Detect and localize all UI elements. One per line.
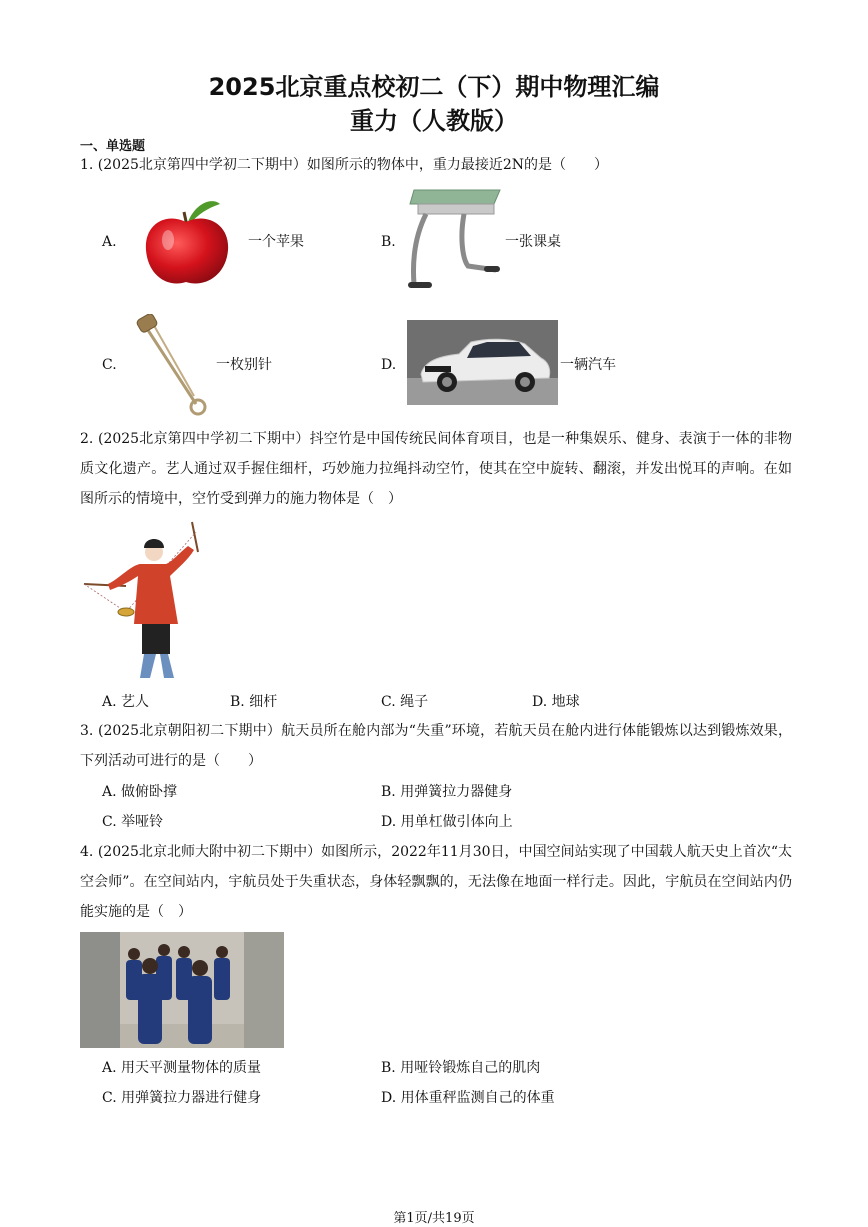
q2-option-a: A. 艺人 [102, 694, 150, 710]
page-footer: 第1页/共19页 [393, 1211, 475, 1226]
q3-option-c: C. 举哑铃 [102, 814, 164, 830]
q3-option-d: D. 用单杠做引体向上 [381, 814, 513, 830]
q1-option-a-letter: A. [102, 234, 117, 250]
diabolo-performer-icon [80, 520, 204, 683]
apple-icon [132, 192, 240, 290]
q4-option-c: C. 用弹簧拉力器进行健身 [102, 1090, 262, 1106]
question-1-text: 1. (2025北京第四中学初二下期中）如图所示的物体中，重力最接近2N的是（ ） [80, 157, 609, 173]
q4-option-b: B. 用哑铃锻炼自己的肌肉 [381, 1060, 541, 1076]
q4-option-a: A. 用天平测量物体的质量 [102, 1060, 262, 1076]
q2-option-d: D. 地球 [532, 694, 580, 710]
astronauts-photo [80, 932, 284, 1048]
q4-option-d: D. 用体重秤监测自己的体重 [381, 1090, 555, 1106]
q1-option-b-caption: 一张课桌 [505, 234, 561, 250]
q1-option-d-letter: D. [381, 357, 397, 373]
question-2-text: 2. (2025北京第四中学初二下期中）抖空竹是中国传统民间体育项目，也是一种集娱乐、健身、表演于一体的非物质文化遗产。艺人通过双手握住细杆，巧妙施力拉绳抖动空竹，使其在空中旋转、翻滚，并发出悦耳的声响。在如图所示的情境中，空竹受到弹力的施力物体是（ ） [80, 431, 792, 507]
document-subtitle: 重力（人教版） [350, 107, 518, 135]
safety-pin-icon [134, 314, 210, 418]
section-heading: 一、单选题 [80, 139, 146, 154]
q3-option-a: A. 做俯卧撑 [102, 784, 178, 800]
q1-option-a-caption: 一个苹果 [248, 234, 304, 250]
q2-option-c: C. 绳子 [381, 694, 429, 710]
document-title: 2025北京重点校初二（下）期中物理汇编 [208, 73, 660, 101]
q1-option-b-letter: B. [381, 234, 396, 250]
q2-option-b: B. 细杆 [230, 694, 278, 710]
car-icon [407, 320, 558, 405]
question-4-text: 4. (2025北京北师大附中初二下期中）如图所示，2022年11月30日，中国空间站实现了中国载人航天史上首次“太空会师”。在空间站内，宇航员处于失重状态，身体轻飘飘的，无法像在地面一样行走。因此，宇航员在空间站内仍能实施的是（ ） [80, 844, 792, 920]
q1-option-c-letter: C. [102, 357, 117, 373]
q3-option-b: B. 用弹簧拉力器健身 [381, 784, 513, 800]
question-3-text: 3. (2025北京朝阳初二下期中）航天员所在舱内部为“失重”环境，若航天员在舱内进行体能锻炼以达到锻炼效果，下列活动可进行的是（ ） [80, 723, 792, 769]
q1-option-d-caption: 一辆汽车 [560, 357, 616, 373]
desk-icon [404, 186, 504, 296]
q1-option-c-caption: 一枚别针 [216, 357, 272, 373]
